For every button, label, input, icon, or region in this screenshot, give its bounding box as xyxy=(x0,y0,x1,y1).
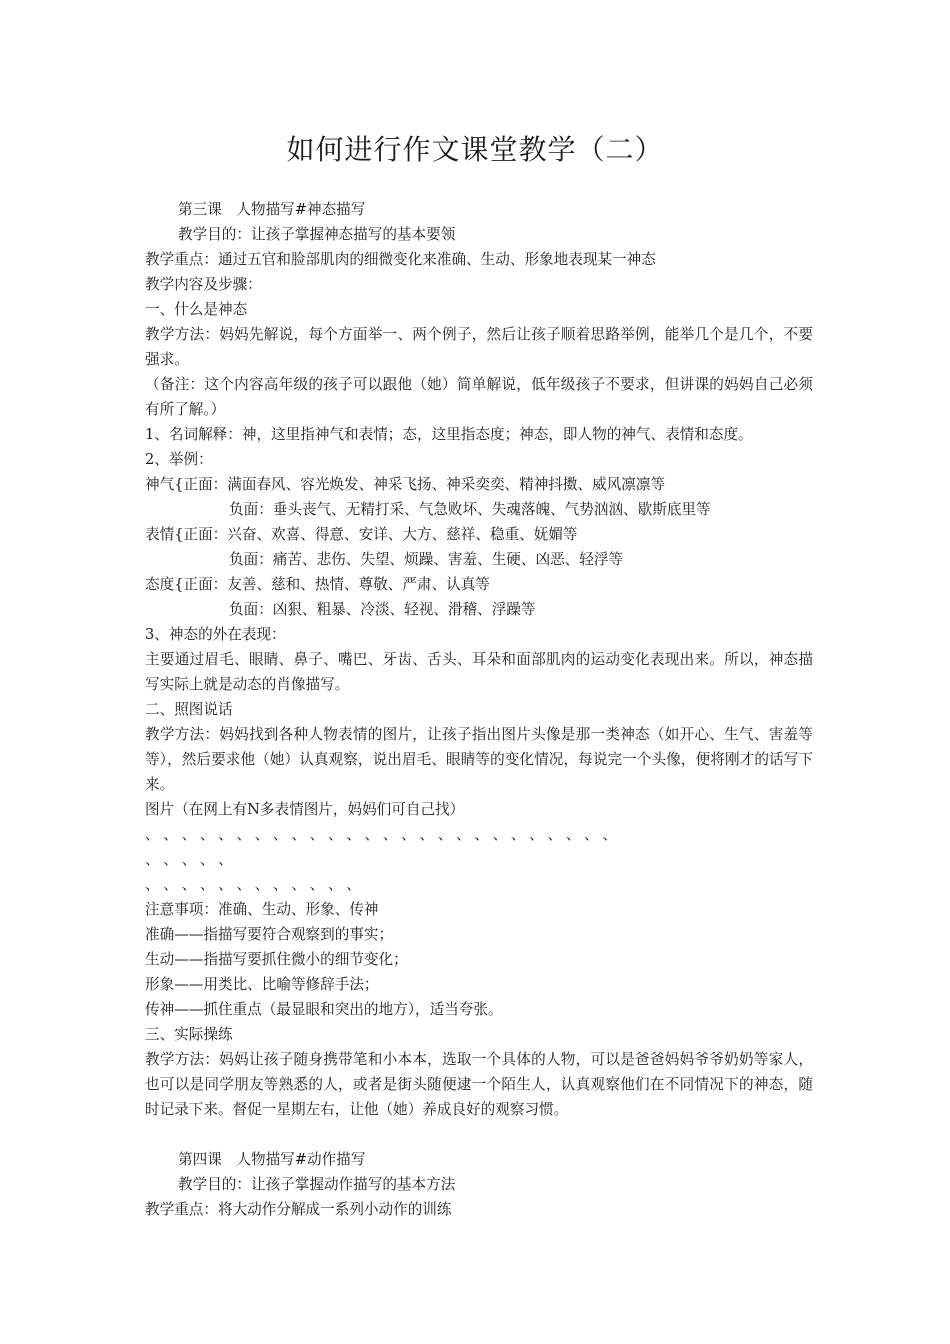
document-title: 如何进行作文课堂教学（二） xyxy=(286,133,664,166)
paragraph: （备注：这个内容高年级的孩子可以跟他（她）简单解说，低年级孩子不要求，但讲课的妈妈自己必须有所了解。） xyxy=(145,376,813,418)
example-line: 态度{正面：友善、慈和、热情、尊敬、严肃、认真等 xyxy=(145,576,490,593)
paragraph: 主要通过眉毛、眼睛、鼻子、嘴巴、牙齿、舌头、耳朵和面部肌肉的运动变化表现出来。所以，神态描写实际上就是动态的肖像描写。 xyxy=(145,651,813,693)
section-label: 3、神态的外在表现： xyxy=(145,626,286,643)
example-line: 神气{正面：满面春风、容光焕发、神采飞扬、神采奕奕、精神抖擞、威风凛凛等 xyxy=(145,476,666,493)
section-heading: 一、什么是神态 xyxy=(145,301,248,318)
section-heading: 三、实际操练 xyxy=(145,1026,233,1043)
spacer xyxy=(145,1122,813,1147)
teaching-goal: 教学目的：让孩子掌握动作描写的基本方法 xyxy=(178,1176,456,1193)
placeholder-marks: 、、、、、、、、、、、、、、、、、、、、、、、、、、 xyxy=(145,826,628,843)
paragraph: 准确——指描写要符合观察到的事实； xyxy=(145,926,394,943)
paragraph: 教学方法：妈妈让孩子随身携带笔和小本本，选取一个具体的人物，可以是爸爸妈妈爷爷奶奶等家人，也可以是同学朋友等熟悉的人，或者是街头随便逮一个陌生人，认真观察他们在不同情况下的神态，随时记录下来。督促一星期左右，让他（她）养成良好的观察习惯。 xyxy=(145,1051,813,1118)
lesson-heading: 第三课 人物描写#神态描写 xyxy=(178,201,366,218)
paragraph: 形象——用类比、比喻等修辞手法； xyxy=(145,976,379,993)
paragraph: 注意事项：准确、生动、形象、传神 xyxy=(145,901,379,918)
placeholder-marks: 、、、、、、、、、、、、 xyxy=(145,876,372,893)
paragraph: 图片（在网上有N多表情图片，妈妈们可自己找） xyxy=(145,801,465,818)
teaching-focus: 教学重点：通过五官和脸部肌肉的细微变化来准确、生动、形象地表现某一神态 xyxy=(145,251,656,268)
paragraph: 1、名词解释：神，这里指神气和表情；态，这里指态度；神态，即人物的神气、表情和态度。 xyxy=(145,426,753,443)
example-line: 负面：凶狠、粗暴、冷淡、轻视、滑稽、浮躁等 xyxy=(229,601,536,618)
paragraph: 教学方法：妈妈找到各种人物表情的图片，让孩子指出图片头像是那一类神态（如开心、生气、害羞等等），然后要求他（她）认真观察，说出眉毛、眼睛等的变化情况，每说完一个头像，便将刚才的话写下来。 xyxy=(145,726,813,793)
lesson-heading: 第四课 人物描写#动作描写 xyxy=(178,1151,366,1168)
section-label: 教学内容及步骤： xyxy=(145,276,262,293)
teaching-focus: 教学重点：将大动作分解成一系列小动作的训练 xyxy=(145,1201,452,1218)
teaching-goal: 教学目的：让孩子掌握神态描写的基本要领 xyxy=(178,226,456,243)
placeholder-marks: 、、、、、 xyxy=(145,851,244,868)
paragraph: 生动——指描写要抓住微小的细节变化； xyxy=(145,951,408,968)
document-body xyxy=(145,197,813,1222)
paragraph: 教学方法：妈妈先解说，每个方面举一、两个例子，然后让孩子顺着思路举例，能举几个是几个，不要强求。 xyxy=(145,326,813,368)
section-heading: 二、照图说话 xyxy=(145,701,233,718)
example-line: 负面：垂头丧气、无精打采、气急败坏、失魂落魄、气势汹汹、歇斯底里等 xyxy=(229,501,711,518)
section-label: 2、举例： xyxy=(145,451,213,468)
example-line: 负面：痛苦、悲伤、失望、烦躁、害羞、生硬、凶恶、轻浮等 xyxy=(229,551,624,568)
paragraph: 传神——抓住重点（最显眼和突出的地方），适当夸张。 xyxy=(145,1001,503,1018)
example-line: 表情{正面：兴奋、欢喜、得意、安详、大方、慈祥、稳重、妩媚等 xyxy=(145,526,578,543)
